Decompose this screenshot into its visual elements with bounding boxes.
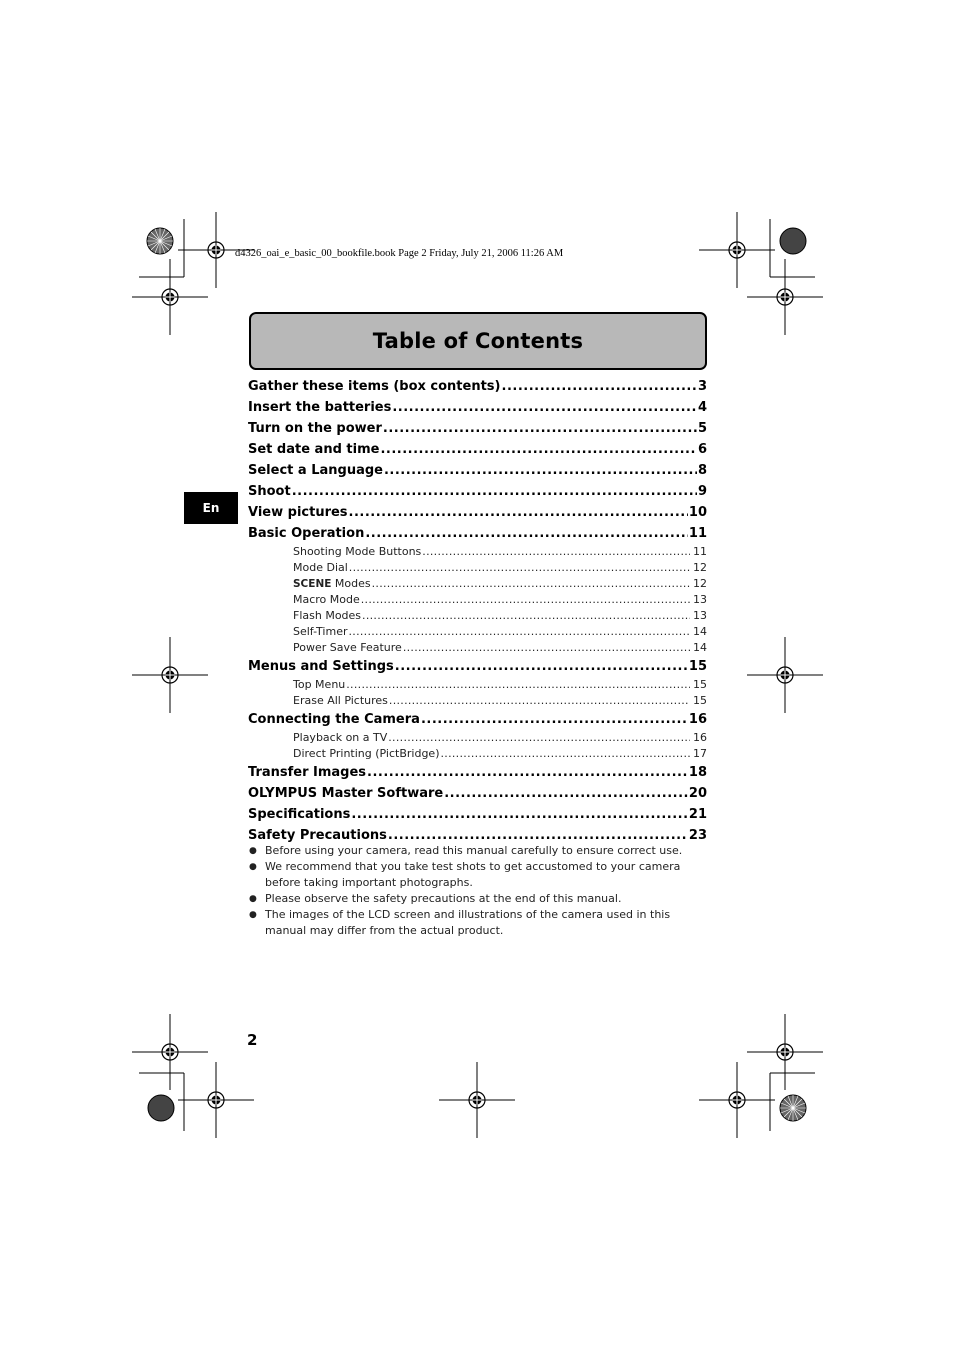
toc-entry-basic-operation[interactable]: Basic Operation ..... 11 bbox=[248, 523, 707, 544]
toc-subentry-scene-modes[interactable]: SCENE Modes ..... 12 bbox=[248, 576, 707, 592]
toc-entry-insert-batteries[interactable]: Insert the batteries ..... 4 bbox=[248, 397, 707, 418]
toc-subentry-shooting-mode-buttons[interactable]: Shooting Mode Buttons ..... 11 bbox=[248, 544, 707, 560]
toc-entry-view-pictures[interactable]: View pictures ..... 10 bbox=[248, 502, 707, 523]
bullet-icon: ● bbox=[249, 894, 257, 904]
toc-entry-connecting-camera[interactable]: Connecting the Camera ..... 16 bbox=[248, 709, 707, 730]
toc-subentry-self-timer[interactable]: Self-Timer ..... 14 bbox=[248, 624, 707, 640]
toc-entry-select-language[interactable]: Select a Language ..... 8 bbox=[248, 460, 707, 481]
bullet-icon: ● bbox=[249, 862, 257, 872]
page-number: 2 bbox=[247, 1031, 258, 1049]
toc-entry-gather-items[interactable]: Gather these items (box contents) ..... 3 bbox=[248, 376, 707, 397]
toc-subentry-playback-tv[interactable]: Playback on a TV ..... 16 bbox=[248, 730, 707, 746]
toc-entry-shoot[interactable]: Shoot ..... 9 bbox=[248, 481, 707, 502]
toc-subentry-flash-modes[interactable]: Flash Modes ..... 13 bbox=[248, 608, 707, 624]
language-tab: En bbox=[184, 492, 238, 524]
crosshair-mark-icon bbox=[699, 1062, 775, 1138]
file-info-header: d4326_oai_e_basic_00_bookfile.book Page 2 Friday, July 21, 2006 11:26 AM bbox=[235, 248, 564, 259]
crosshair-mark-icon bbox=[132, 259, 208, 335]
toc-entry-menus-settings[interactable]: Menus and Settings ..... 15 bbox=[248, 656, 707, 677]
list-item: ● The images of the LCD screen and illustrations of the camera used in this manual may differ from the actual product. bbox=[249, 908, 671, 937]
crosshair-mark-icon bbox=[132, 637, 208, 713]
toc-entry-transfer-images[interactable]: Transfer Images ..... 18 bbox=[248, 762, 707, 783]
toc-subentry-top-menu[interactable]: Top Menu ..... 15 bbox=[248, 677, 707, 693]
dark-dot-mark-icon bbox=[780, 228, 806, 254]
toc-subentry-direct-printing[interactable]: Direct Printing (PictBridge) ..... 17 bbox=[248, 746, 707, 762]
crosshair-mark-icon bbox=[747, 637, 823, 713]
crosshair-mark-icon bbox=[178, 1062, 254, 1138]
title-banner bbox=[249, 312, 707, 370]
toc-entry-turn-on-power[interactable]: Turn on the power ..... 5 bbox=[248, 418, 707, 439]
toc-entry-set-date-time[interactable]: Set date and time ..... 6 bbox=[248, 439, 707, 460]
notes-list bbox=[248, 843, 710, 939]
dark-dot-mark-icon bbox=[148, 1095, 174, 1121]
toc-subentry-power-save[interactable]: Power Save Feature ..... 14 bbox=[248, 640, 707, 656]
toc-subentry-macro-mode[interactable]: Macro Mode ..... 13 bbox=[248, 592, 707, 608]
bullet-icon: ● bbox=[249, 910, 257, 920]
crosshair-mark-icon bbox=[439, 1062, 515, 1138]
toc-subentry-erase-all[interactable]: Erase All Pictures ..... 15 bbox=[248, 693, 707, 709]
list-item: ● Before using your camera, read this manual carefully to ensure correct use. bbox=[249, 844, 683, 857]
toc-subentry-mode-dial[interactable]: Mode Dial ..... 12 bbox=[248, 560, 707, 576]
toc-entry-olympus-master[interactable]: OLYMPUS Master Software ..... 20 bbox=[248, 783, 707, 804]
bullet-icon: ● bbox=[249, 846, 257, 856]
crosshair-mark-icon bbox=[747, 259, 823, 335]
starburst-mark-icon bbox=[147, 228, 173, 254]
toc-entry-safety-precautions[interactable]: Safety Precautions ..... 23 bbox=[248, 825, 707, 846]
list-item: ● Please observe the safety precautions at the end of this manual. bbox=[249, 892, 622, 905]
crosshair-mark-icon bbox=[699, 212, 775, 288]
toc-entry-specifications[interactable]: Specifications ..... 21 bbox=[248, 804, 707, 825]
crosshair-mark-icon bbox=[747, 1014, 823, 1090]
list-item: ● We recommend that you take test shots to get accustomed to your camera before taking important photographs. bbox=[249, 860, 681, 889]
starburst-mark-icon bbox=[780, 1095, 806, 1121]
table-of-contents bbox=[248, 376, 707, 846]
crosshair-mark-icon bbox=[132, 1014, 208, 1090]
page-title: Table of Contents bbox=[372, 329, 584, 353]
